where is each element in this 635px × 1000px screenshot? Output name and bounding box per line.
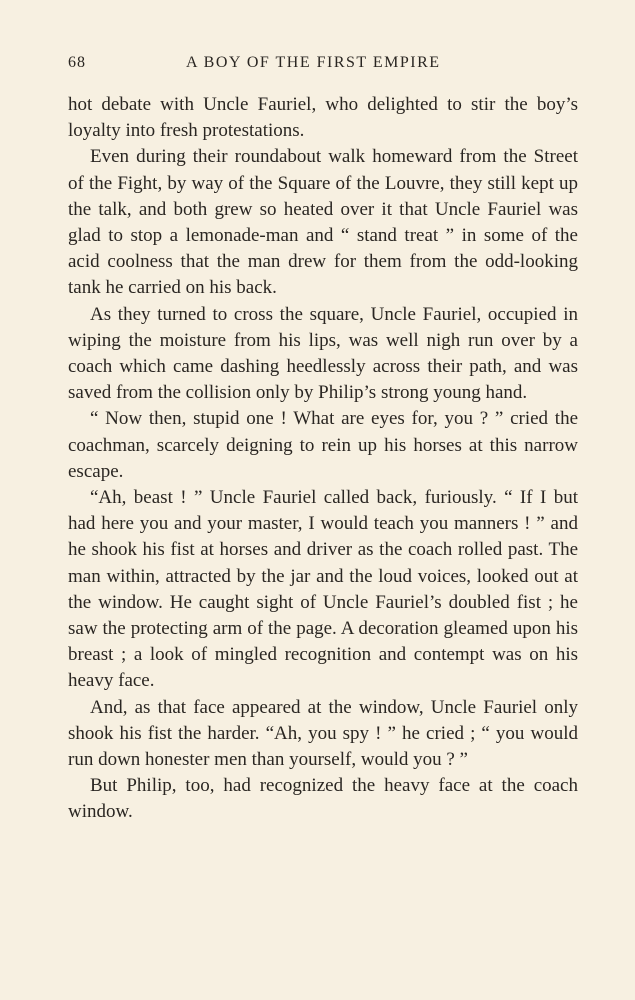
paragraph: Even during their roundabout walk homeward from the Street of the Fight, by way of the Square of the Louvre, they still kept up the talk, and both grew so heated over it that Uncle Fauriel was glad to stop a lemonade-man and “ stand treat ” in some of the acid coolness that the man drew for them from the odd-looking tank he carried on his back. <box>68 146 578 299</box>
body-text <box>68 92 578 826</box>
running-head <box>68 54 578 76</box>
paragraph: As they turned to cross the square, Uncle Fauriel, occupied in wiping the moisture from his lips, was well nigh run over by a coach which came dashing heedlessly across their path, and was saved from the collision only by Philip’s strong young hand. <box>68 303 578 404</box>
paragraph: “Ah, beast ! ” Uncle Fauriel called back, furiously. “ If I but had here you and your master, I would teach you manners ! ” and he shook his fist at horses and driver as the coach rolled past. The man within, attracted by the jar and the loud voices, looked out at the window. He caught sight of Uncle Fauriel’s doubled fist ; he saw the protecting arm of the page. A decoration gleamed upon his breast ; a look of mingled recognition and contempt was on his heavy face. <box>68 487 578 692</box>
page-number: 68 <box>68 54 86 71</box>
paragraph-continued: hot debate with Uncle Fauriel, who delighted to stir the boy’s loyalty into fresh protestations. <box>68 94 578 142</box>
paragraph: And, as that face appeared at the window, Uncle Fauriel only shook his fist the harder. “Ah, you spy ! ” he cried ; “ you would run down honester men than yourself, would you ? ” <box>68 696 578 771</box>
paragraph: But Philip, too, had recognized the heavy face at the coach window. <box>68 775 578 823</box>
paragraph: “ Now then, stupid one ! What are eyes for, you ? ” cried the coachman, scarcely deigning to rein up his horses at this narrow escape. <box>68 408 578 482</box>
book-title: A BOY OF THE FIRST EMPIRE <box>186 54 441 71</box>
